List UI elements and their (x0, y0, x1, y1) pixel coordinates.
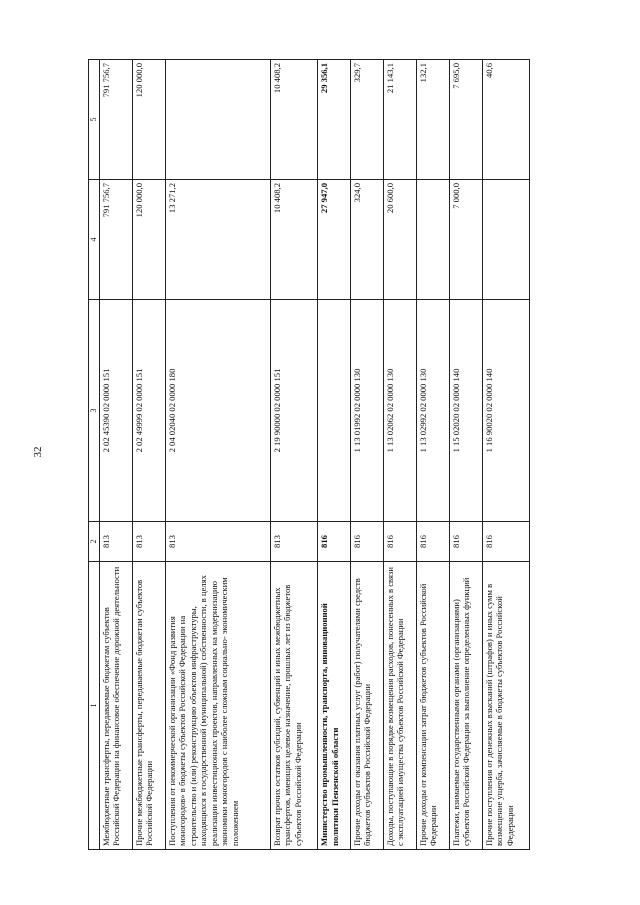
cell-admin-code: 813 (165, 522, 270, 562)
cell-name: Платежи, взимаемые государственными органами (организациями) субъектов Российской Федерации за выполнение определенных функций (449, 562, 482, 850)
table-header-row (89, 60, 100, 850)
page-number: 32 (32, 446, 44, 458)
table-row (449, 60, 482, 850)
cell-name: Министерство промышленности, транспорта, инновационной политики Пензенской области (318, 562, 351, 850)
cell-fact-amount: 10 408,2 (270, 60, 317, 180)
cell-fact-amount: 791 756,7 (100, 60, 133, 180)
cell-fact-amount: 329,7 (350, 60, 383, 180)
cell-plan-amount: 13 271,2 (165, 180, 270, 300)
cell-plan-amount: 120 000,0 (132, 180, 165, 300)
cell-name: Прочие межбюджетные трансферты, передаваемые бюджетам субъектов Российской Федерации (132, 562, 165, 850)
cell-plan-amount: 7 000,0 (449, 180, 482, 300)
table-row (482, 60, 529, 850)
table-row (165, 60, 270, 850)
table-row (416, 60, 449, 850)
cell-name: Прочие доходы от компенсации затрат бюджетов субъектов Российской Федерации (416, 562, 449, 850)
cell-fact-amount: 132,1 (416, 60, 449, 180)
table-row (132, 60, 165, 850)
cell-budget-code: 1 16 90020 02 0000 140 (482, 300, 529, 522)
column-header-plan: 4 (89, 180, 100, 300)
cell-budget-code: 1 15 02020 02 0000 140 (449, 300, 482, 522)
cell-admin-code: 816 (350, 522, 383, 562)
column-header-name: 1 (89, 562, 100, 850)
cell-plan-amount (482, 180, 529, 300)
cell-fact-amount (165, 60, 270, 180)
table-row (270, 60, 317, 850)
cell-name: Прочие доходы от оказания платных услуг (работ) получателями средств бюджетов субъектов Российской Федерации (350, 562, 383, 850)
cell-name: Доходы, поступающие в порядке возмещения расходов, понесенных в связи с эксплуатацией имущества субъектов Российской Федерации (383, 562, 416, 850)
cell-admin-code: 816 (318, 522, 351, 562)
table-row (383, 60, 416, 850)
cell-plan-amount: 27 947,0 (318, 180, 351, 300)
rotated-table-sheet (88, 60, 530, 850)
cell-plan-amount: 324,0 (350, 180, 383, 300)
cell-budget-code: 2 19 90000 02 0000 151 (270, 300, 317, 522)
cell-budget-code: 1 13 01992 02 0000 130 (350, 300, 383, 522)
cell-plan-amount: 10 408,2 (270, 180, 317, 300)
column-header-admin: 2 (89, 522, 100, 562)
cell-admin-code: 813 (100, 522, 133, 562)
cell-budget-code: 2 02 49999 02 0000 151 (132, 300, 165, 522)
cell-name: Межбюджетные трансферты, передаваемые бюджетам субъектов Российской Федерации на финансовое обеспечение дорожной деятельности (100, 562, 133, 850)
table-row (350, 60, 383, 850)
cell-budget-code: 1 13 02992 02 0000 130 (416, 300, 449, 522)
cell-budget-code (318, 300, 351, 522)
cell-fact-amount: 120 000,0 (132, 60, 165, 180)
cell-budget-code: 1 13 02062 02 0000 130 (383, 300, 416, 522)
cell-plan-amount: 20 600,0 (383, 180, 416, 300)
cell-plan-amount (416, 180, 449, 300)
cell-name: Поступления от некоммерческой организации «Фонд развития моногородов» в бюджеты субъектов Российской Федерации на строительство и (или) реконструкцию объектов инфраструктуры, находящихся в государственной (муниципальной) собственности, в целях реализации инвестиционных проектов, направленных на модернизацию экономики моногородов с наиболее сложным социально- экономическим положением (165, 562, 270, 850)
cell-fact-amount: 7 695,0 (449, 60, 482, 180)
cell-budget-code: 2 04 02040 02 0000 180 (165, 300, 270, 522)
table-row (100, 60, 133, 850)
cell-fact-amount: 21 143,1 (383, 60, 416, 180)
cell-admin-code: 816 (416, 522, 449, 562)
cell-admin-code: 813 (270, 522, 317, 562)
column-header-fact: 5 (89, 60, 100, 180)
table-body (100, 60, 530, 850)
cell-admin-code: 816 (482, 522, 529, 562)
cell-admin-code: 816 (449, 522, 482, 562)
cell-name: Возврат прочих остатков субсидий, субвенций и иных межбюджетных трансфертов, имеющих целевое назначение, прошлых лет из бюджетов субъектов Российской Федерации (270, 562, 317, 850)
cell-name: Прочие поступления от денежных взысканий (штрафов) и иных сумм в возмещение ущерба, зачисляемые в бюджеты субъектов Российской Федерации (482, 562, 529, 850)
cell-admin-code: 816 (383, 522, 416, 562)
table-row (318, 60, 351, 850)
cell-admin-code: 813 (132, 522, 165, 562)
revenue-table (88, 59, 530, 850)
column-header-code: 3 (89, 300, 100, 522)
cell-budget-code: 2 02 45390 02 0000 151 (100, 300, 133, 522)
cell-plan-amount: 791 756,7 (100, 180, 133, 300)
cell-fact-amount: 29 356,1 (318, 60, 351, 180)
cell-fact-amount: 40,6 (482, 60, 529, 180)
